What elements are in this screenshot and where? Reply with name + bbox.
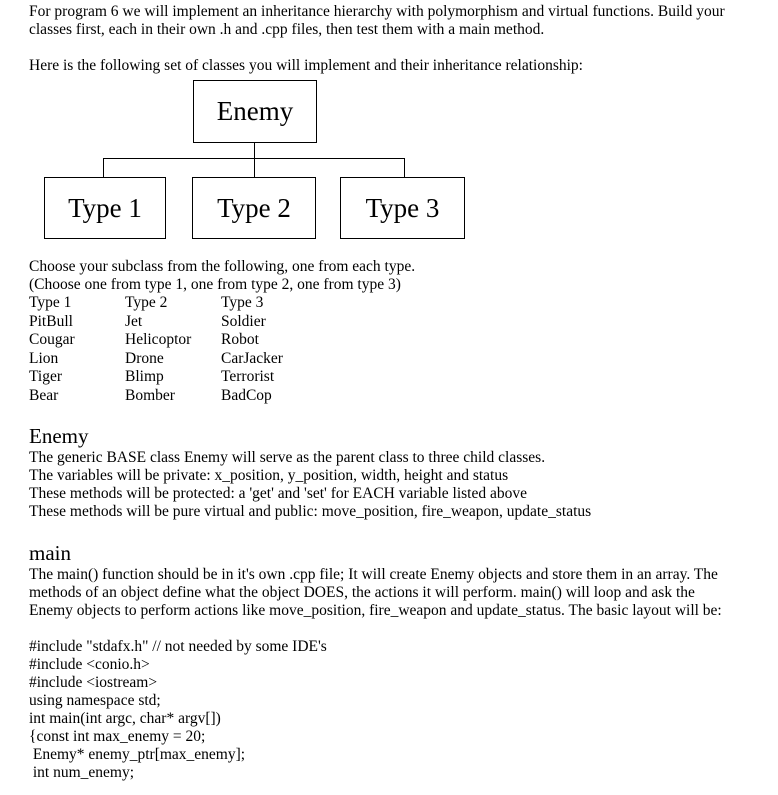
connector-type1 bbox=[103, 158, 104, 177]
connector-type2 bbox=[254, 158, 255, 177]
enemy-section-line: The variables will be private: x_position, y_position, width, height and status bbox=[29, 467, 509, 484]
type3-option: CarJacker bbox=[221, 349, 283, 367]
code-line: using namespace std; bbox=[29, 692, 161, 709]
enemy-section-line: These methods will be protected: a 'get' and 'set' for EACH variable listed above bbox=[29, 485, 527, 502]
code-line: #include <iostream> bbox=[29, 674, 158, 691]
intro-line-1: For program 6 we will implement an inheritance hierarchy with polymorphism and virtual functions. Build your bbox=[29, 3, 725, 20]
main-section-line: Enemy objects to perform actions like move_position, fire_weapon and update_status. The basic layout will be: bbox=[29, 602, 722, 619]
type3-option: Robot bbox=[221, 331, 259, 348]
type2-option: Blimp bbox=[125, 368, 164, 385]
enemy-box bbox=[193, 80, 317, 143]
type1-option: Lion bbox=[29, 349, 59, 367]
types-header-3: Type 3 bbox=[221, 294, 264, 311]
intro-line-2: classes first, each in their own .h and .cpp files, then test them with a main method. bbox=[29, 21, 545, 38]
choose-line-1: Choose your subclass from the following, one from each type. bbox=[29, 258, 416, 275]
choose-line-2: (Choose one from type 1, one from type 2, one from type 3) bbox=[29, 276, 401, 293]
type2-option: Jet bbox=[125, 312, 143, 330]
main-section-line: The main() function should be in it's own .cpp file; It will create Enemy objects and store them in an array. The bbox=[29, 566, 718, 583]
type1-box-label: Type 1 bbox=[68, 192, 142, 223]
type1-box bbox=[44, 177, 166, 239]
types-header-1: Type 1 bbox=[29, 294, 72, 311]
code-line: #include "stdafx.h" // not needed by some IDE's bbox=[29, 638, 327, 655]
types-column-1 bbox=[29, 294, 75, 405]
types-column-3 bbox=[221, 294, 283, 405]
code-line: int num_enemy; bbox=[29, 764, 135, 781]
enemy-section-heading: Enemy bbox=[29, 424, 89, 448]
connector-type3 bbox=[404, 158, 405, 177]
intro-line-3: Here is the following set of classes you will implement and their inheritance relationship: bbox=[29, 57, 583, 74]
enemy-section-line: These methods will be pure virtual and public: move_position, fire_weapon, update_status bbox=[29, 503, 592, 520]
type3-option: Terrorist bbox=[221, 368, 275, 385]
code-line: #include <conio.h> bbox=[29, 656, 150, 673]
connector-root-stem bbox=[254, 142, 255, 158]
type1-option: PitBull bbox=[29, 312, 73, 330]
type1-option: Tiger bbox=[29, 368, 63, 385]
type2-box bbox=[192, 177, 316, 239]
type3-box bbox=[340, 177, 465, 239]
type1-option: Bear bbox=[29, 386, 59, 404]
types-column-2 bbox=[125, 294, 191, 405]
type1-option: Cougar bbox=[29, 331, 75, 348]
type2-box-label: Type 2 bbox=[217, 192, 291, 223]
type3-box-label: Type 3 bbox=[365, 192, 440, 223]
type3-option: Soldier bbox=[221, 312, 266, 330]
type3-option: BadCop bbox=[221, 386, 272, 404]
code-line: Enemy* enemy_ptr[max_enemy]; bbox=[29, 746, 246, 763]
enemy-box-label: Enemy bbox=[216, 96, 294, 126]
main-section-line: methods of an object define what the object DOES, the actions it will perform. main() will loop and ask the bbox=[29, 584, 695, 601]
code-line: int main(int argc, char* argv[]) bbox=[29, 710, 221, 727]
enemy-section-line: The generic BASE class Enemy will serve as the parent class to three child classes. bbox=[29, 449, 546, 466]
type2-option: Helicoptor bbox=[125, 331, 192, 348]
type2-option: Bomber bbox=[125, 386, 175, 404]
code-line: {const int max_enemy = 20; bbox=[29, 728, 206, 745]
types-header-2: Type 2 bbox=[125, 294, 168, 311]
main-section-heading: main bbox=[29, 541, 71, 565]
type2-option: Drone bbox=[125, 349, 164, 367]
